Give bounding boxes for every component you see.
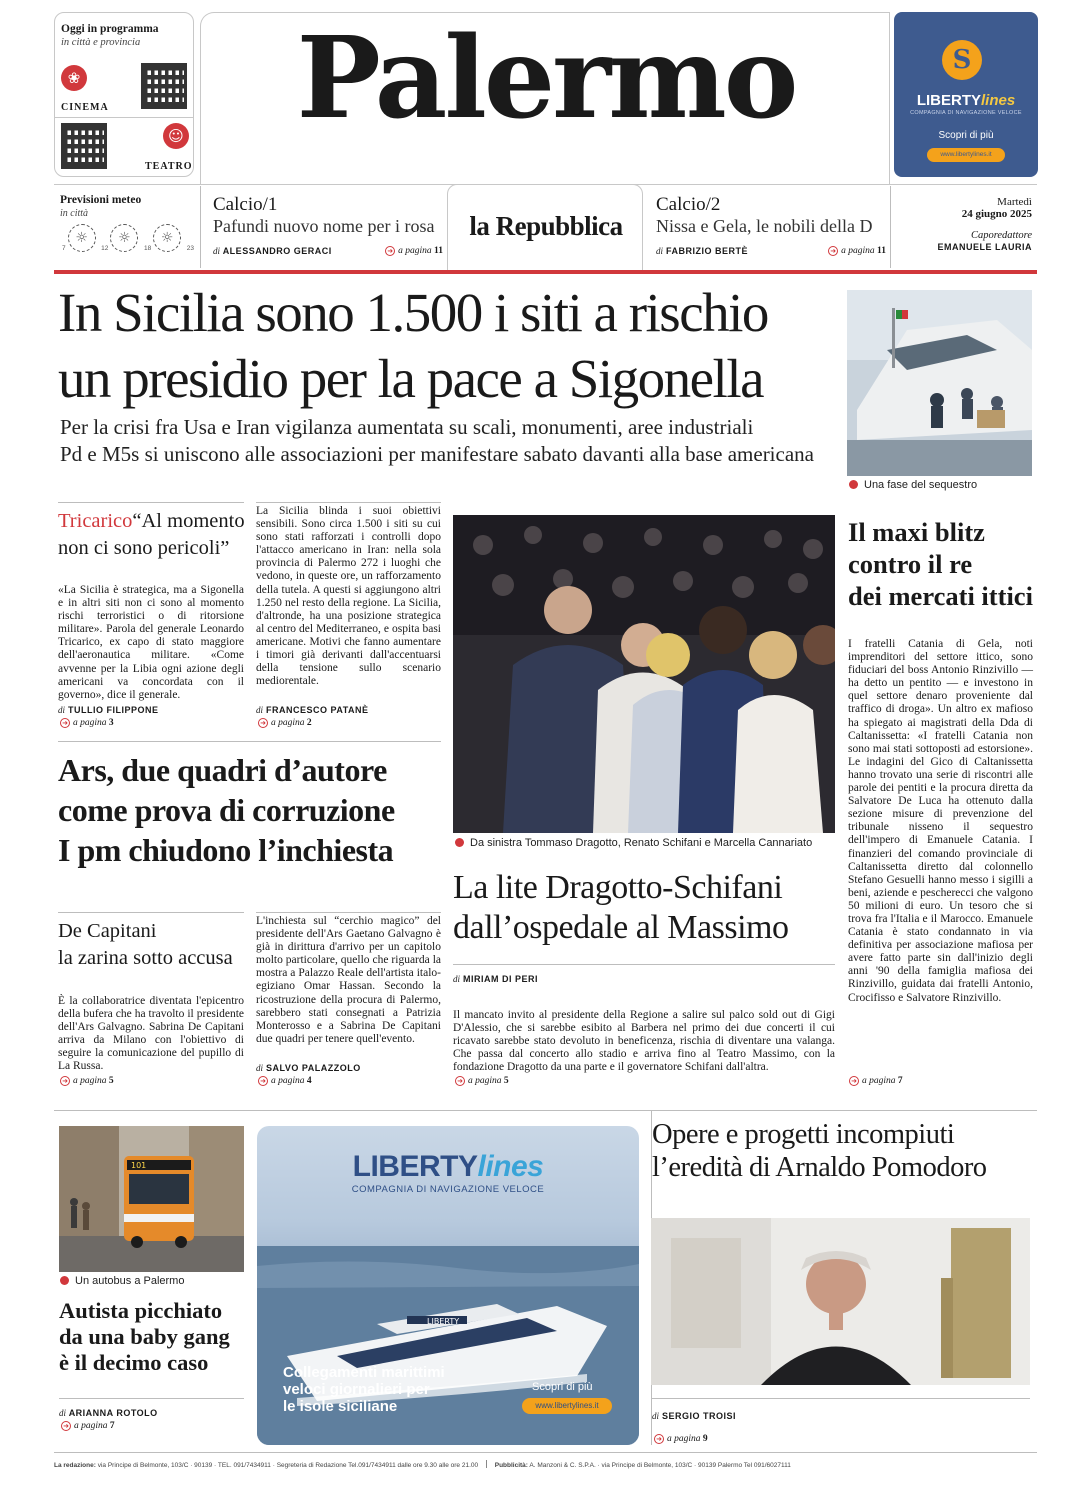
kicker-section: Calcio/2 (656, 194, 721, 215)
bus-headline-line: è il decimo caso (59, 1350, 209, 1375)
lite-byline: di MIRIAM DI PERI (453, 974, 539, 984)
arrow-right-icon: ➜ (60, 1076, 70, 1086)
tricarico-body: «La Sicilia è strategica, ma a Sigonella e in altri siti non ci sono al momento rischi terroristici o di ritorsione militare». Parola del generale Leonardo Tricarico, ex capo di stato maggiore dell'aeronautica militare. «Come avvenne per la Libia ogni azione degli americani va concordata con il governo», dice il generale. (58, 584, 244, 701)
kicker-byline: di ALESSANDRO GERACI (213, 246, 332, 257)
accent-rule (54, 270, 1037, 274)
meteo-slot (62, 224, 96, 252)
ars-headline-line: Ars, due quadri d’autore (58, 752, 387, 788)
meteo-title: Previsioni meteo (60, 194, 142, 206)
bottom-ad-text-line: Collegamenti marittimi (283, 1364, 445, 1381)
kicker-page-link[interactable]: ➜ a pagina 11 (385, 246, 443, 256)
cerchio-byline: di SALVO PALAZZOLO (256, 1063, 361, 1073)
lead-subheadline-line: Per la crisi fra Usa e Iran vigilanza aumentata su scali, monumenti, aree industriali (60, 415, 754, 439)
bus-caption: Un autobus a Palermo (60, 1275, 184, 1287)
kicker-byline: di FABRIZIO BERTÈ (656, 246, 749, 257)
masthead (200, 12, 890, 184)
bottom-ad-text-line: le isole siciliane (283, 1398, 398, 1415)
pomodoro-photo[interactable] (651, 1218, 1030, 1385)
bus-photo[interactable] (59, 1126, 244, 1272)
capitani-body: È la collaboratrice diventata l'epicentro della bufera che ha travolto il presidente dell'Ars Galvagno. Sabrina De Capitani arriva da Milano con l'obiettivo di seguire la comunicazione del pupillo di La Russa. (58, 995, 244, 1073)
kicker-title: Pafundi nuovo nome per i rosa (213, 215, 435, 236)
arrow-right-icon: ➜ (258, 718, 268, 728)
meteo-slot (101, 224, 138, 252)
bus-page-link[interactable]: ➜ a pagina 7 (61, 1421, 115, 1431)
column-rule (256, 502, 441, 503)
kicker-section: Calcio/1 (213, 194, 278, 215)
column-rule (453, 964, 835, 965)
ars-headline-line: come prova di corruzione (58, 792, 395, 828)
blitz-headline-line: contro il re (848, 549, 973, 579)
kicker-page-link[interactable]: ➜ a pagina 11 (828, 246, 886, 256)
kicker-meta (213, 246, 443, 256)
column-rule (58, 741, 441, 742)
arrow-right-icon: ➜ (61, 1421, 71, 1431)
editor-name: EMANUELE LAURIA (937, 242, 1032, 252)
footer-separator (486, 1460, 487, 1468)
repubblica-logo: la Repubblica (469, 211, 623, 241)
arrow-right-icon: ➜ (258, 1076, 268, 1086)
cerchio-body: L'inchiesta sul “cerchio magico” del presidente dell'Ars Gaetano Galvagno è già in dirittura d'arrivo per un capitolo molto particolare, quello che riguarda la mostra a Palazzo Reale dell'artista italo-egiziano Omar Hassan. Secondo la ricostruzione della procura di Palermo, sarebbero stati consegnati a Patrizia Monterosso e a Sabrina De Capitani due quadri per tenere quell'evento. (256, 915, 441, 1045)
footer-pubblicita: A. Manzoni & C. S.P.A. · via Principe di Belmonte, 103/C · 90139 Palermo Tel 091/6027111 (529, 1462, 791, 1469)
pomodoro-page-link[interactable]: ➜ a pagina 9 (654, 1434, 708, 1444)
meteo-hour: 18 (143, 245, 152, 252)
kicker-meta (656, 246, 886, 256)
sicilia-byline: di FRANCESCO PATANÈ (256, 705, 369, 715)
meteo-forecast (62, 224, 194, 252)
blitz-headline-line: Il maxi blitz (848, 517, 985, 547)
kicker-title: Nissa e Gela, le nobili della D (656, 215, 873, 236)
lite-body: Il mancato invito al presidente della Regione a salire sul palco sold out di Gigi D'Alessio, che si sarebbe esibito al Barbera nel primo dei due concerti il cui ricavato sarebbe stato devoluto in beneficenza, rischia di diventare una valanga. Che passa dal concerto allo stadio e arriva fino al Teatro Massimo, con la fondazione Dragotto da una parte e il governatore Schifani dall'altra. (453, 1009, 835, 1074)
column-rule (59, 1398, 244, 1399)
meteo-subtitle: in città (60, 208, 89, 219)
seahorse-logo-icon: S (942, 40, 982, 80)
arrow-right-icon: ➜ (455, 1076, 465, 1086)
lead-headline[interactable] (58, 280, 848, 412)
arrow-right-icon: ➜ (654, 1434, 664, 1444)
tricarico-quote: “Al momento (132, 510, 245, 532)
concert-photo-image (453, 515, 835, 833)
programme-subtitle: in città e provincia (61, 37, 141, 48)
lead-headline-line: In Sicilia sono 1.500 i siti a rischio (58, 282, 768, 343)
tricarico-headline[interactable] (58, 508, 246, 562)
arrow-right-icon: ➜ (385, 246, 395, 256)
bottom-ad-cta[interactable]: Scopri di più (532, 1381, 593, 1393)
lite-headline-line: dall’ospedale al Massimo (453, 909, 789, 946)
bottom-ad-text-line: veloci giornalieri per (283, 1381, 430, 1398)
caption-bullet-icon (60, 1276, 69, 1285)
top-ad-tagline: COMPAGNIA DI NAVIGAZIONE VELOCE (910, 110, 1022, 116)
lead-subheadline (60, 414, 850, 468)
weekday: Martedì (997, 196, 1032, 208)
top-ad-cta[interactable]: Scopri di più (938, 130, 994, 141)
seizure-photo-image (847, 290, 1032, 476)
bottom-ad-text (283, 1364, 483, 1415)
theatre-mask-icon[interactable]: ☺ (163, 123, 189, 149)
pomodoro-headline[interactable] (652, 1118, 1037, 1184)
lite-page-link[interactable]: ➜ a pagina 5 (455, 1076, 509, 1086)
cerchio-page-link[interactable]: ➜ a pagina 4 (258, 1076, 312, 1086)
bus-byline: di ARIANNA ROTOLO (59, 1408, 158, 1418)
bus-headline[interactable] (59, 1298, 249, 1376)
cinema-qr-code[interactable] (141, 63, 187, 109)
arrow-right-icon: ➜ (60, 718, 70, 728)
meteo-hour: 23 (186, 245, 194, 252)
blitz-headline[interactable] (848, 516, 1034, 612)
arrow-right-icon: ➜ (828, 246, 838, 256)
programme-box (54, 12, 194, 177)
footer-rule (54, 1452, 1037, 1453)
meteo-slot (187, 224, 194, 252)
concert-caption: Da sinistra Tommaso Dragotto, Renato Schifani e Marcella Cannariato (455, 837, 812, 849)
column-rule (651, 1398, 1030, 1399)
seizure-caption: Una fase del sequestro (849, 479, 977, 491)
capitani-page-link[interactable]: ➜ a pagina 5 (60, 1076, 114, 1086)
top-ad-url[interactable]: www.libertylines.it (927, 148, 1005, 162)
pomodoro-headline-line: l’eredità di Arnaldo Pomodoro (652, 1152, 987, 1183)
lite-headline[interactable] (453, 868, 838, 948)
pomodoro-headline-line: Opere e progetti incompiuti (652, 1119, 955, 1150)
issue-date: 24 giugno 2025 (961, 208, 1032, 220)
meteo-slot (144, 224, 181, 252)
seizure-photo[interactable] (847, 290, 1032, 476)
kicker-calcio-2[interactable] (656, 186, 886, 268)
column-rule (58, 912, 244, 913)
meteo-hour: 12 (101, 245, 109, 252)
capitani-headline-line: la zarina sotto accusa (58, 947, 233, 969)
blitz-page-link[interactable]: ➜ a pagina 7 (849, 1076, 903, 1086)
caption-bullet-icon (455, 838, 464, 847)
pomodoro-byline: di SERGIO TROISI (652, 1411, 737, 1421)
concert-photo[interactable] (453, 515, 835, 833)
masthead-title: Palermo (296, 13, 796, 144)
bottom-ad-tagline: COMPAGNIA DI NAVIGAZIONE VELOCE (351, 1184, 545, 1195)
meteo-hour: 7 (62, 245, 66, 252)
kicker-calcio-1[interactable] (213, 186, 443, 268)
teatro-label[interactable]: TEATRO (145, 161, 193, 172)
footer-redazione-label: La redazione: (54, 1462, 96, 1469)
ars-headline-line: I pm chiudono l’inchiesta (58, 832, 394, 868)
blitz-body: I fratelli Catania di Gela, noti imprenditori del settore ittico, sono fiduciari del boss Antonio Rinzivillo — ha detto un pentito — e investono in quel settore denaro proveniente dal traffico di droga». Un altro ex mafioso ha spiegato ai magistrati della Dda di Caltanissetta: «I fratelli Catania non sono mai stati sottoposti ad estorsione». Le indagini del Gico di Caltanissetta hanno trovato una serie di riscontri alle parole dei pentiti e la procura diretta da Salvatore De Luca ha ottenuto dalla sezione misure di prevenzione del tribunale nisseno il sequestro dell'impero di Emanuele Catania. I finanzieri del comando provinciale di Caltanissetta diretto dal colonnello Stefano Gesuelli hanno messo i sigilli a beni, aziende e pescherecci che valgono 50 milioni di euro. Un tesoro che si trova fra l'Italia e il Marocco. Emanuele Catania è stato condannato in via definitiva per associazione mafiosa per avere fatto parte sin dall'inizio degli anni '90 della famiglia mafiosa dei Rinzivillo, guidata dai fratelli Antonio, Crocifisso e Salvatore Rinzivillo. (848, 638, 1033, 1004)
teatro-qr-code[interactable] (61, 123, 107, 169)
tricarico-quote: non ci sono pericoli” (58, 537, 230, 559)
sun-icon: ☼ (68, 224, 96, 252)
blitz-headline-line: dei mercati ittici (848, 581, 1033, 611)
bottom-ad-brand: LIBERTYlines (352, 1150, 544, 1183)
top-advertisement[interactable] (894, 12, 1038, 177)
ferry-name: LIBERTY (427, 1317, 460, 1326)
cinema-label[interactable]: CINEMA (61, 102, 109, 113)
ars-headline[interactable] (58, 750, 448, 870)
column-rule (256, 912, 441, 913)
footer (54, 1460, 791, 1469)
sun-icon: ☼ (153, 224, 181, 252)
sun-icon: ☼ (110, 224, 138, 252)
arrow-right-icon: ➜ (849, 1076, 859, 1086)
lead-headline-line: un presidio per la pace a Sigonella (58, 348, 764, 409)
programme-divider (55, 117, 193, 118)
programme-title: Oggi in programma (61, 23, 159, 35)
column-rule (58, 502, 244, 503)
top-ad-brand: LIBERTYlines (916, 92, 1016, 109)
repubblica-tab (447, 184, 643, 270)
caption-bullet-icon (849, 480, 858, 489)
section-rule (54, 1110, 1037, 1111)
lite-headline-line: La lite Dragotto-Schifani (453, 869, 783, 906)
tricarico-byline: di TULLIO FILIPPONE (58, 705, 159, 715)
film-reel-icon[interactable]: ❀ (61, 65, 87, 91)
bottom-ad-url[interactable]: www.libertylines.it (522, 1398, 612, 1414)
bus-headline-line: Autista picchiato (59, 1298, 223, 1323)
bus-headline-line: da una baby gang (59, 1324, 230, 1349)
sicilia-body: La Sicilia blinda i suoi obiettivi sensibili. Sono circa 1.500 i siti su cui sono stati rafforzati i controlli dopo l'attacco americano in Iran: nella sola provincia di Palermo 272 i luoghi che vedono, in queste ore, un rafforzamento della tutela. A questi si aggiungono altri 1.250 nel resto della regione. La Sicilia, d'altronde, ha una posizione strategica al centro del Mediterraneo, e ospita basi americane. Motivi che fanno aumentare i timori già derivanti dall'accentuarsi della tensione sullo scenario mediorentale. (256, 505, 441, 688)
footer-pubblicita-label: Pubblicità: (494, 1462, 528, 1469)
tricarico-name: Tricarico (58, 510, 133, 532)
bus-photo-image (59, 1126, 244, 1272)
sicilia-page-link[interactable]: ➜ a pagina 2 (258, 718, 312, 728)
capitani-headline-line: De Capitani (58, 920, 157, 942)
editor-role: Caporedattore (970, 230, 1032, 241)
pomodoro-photo-image (651, 1218, 1030, 1385)
date-block (890, 186, 1032, 252)
capitani-headline[interactable] (58, 918, 248, 972)
bus-line-number: 101 (131, 1161, 147, 1170)
lead-subheadline-line: Pd e M5s si uniscono alle associazioni per manifestare sabato davanti alla base americana (60, 442, 814, 466)
tricarico-page-link[interactable]: ➜ a pagina 3 (60, 718, 114, 728)
band-divider (200, 186, 201, 268)
footer-redazione: via Principe di Belmonte, 103/C · 90139 · TEL. 091/7434911 · Segreteria di Redazione Tel.091/7434911 dalle ore 9.30 alle ore 21.00 (97, 1462, 479, 1469)
